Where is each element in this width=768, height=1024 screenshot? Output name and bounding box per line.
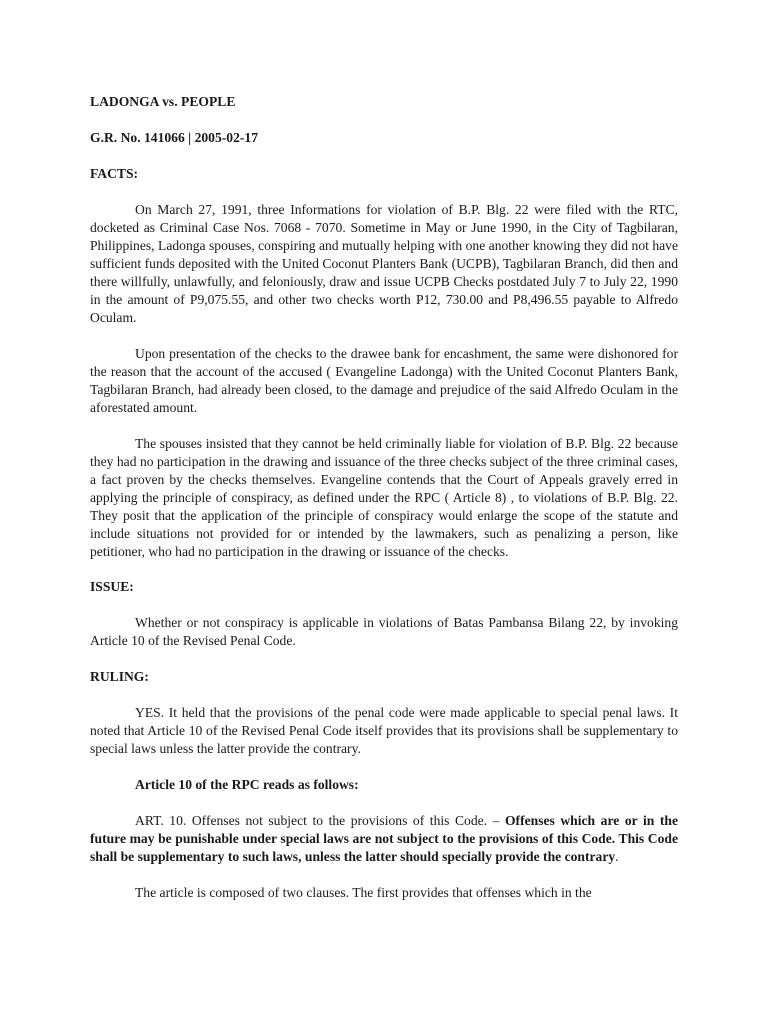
facts-paragraph-2: Upon presentation of the checks to the drawee bank for encashment, the same were dishonored for the reason that the account of the accused ( Evangeline Ladonga) with the United Coconut Planters Bank, Tagbilaran Branch, had already been closed, to the damage and prejudice of the said Alfredo Oculam in the aforestated amount.	[90, 346, 678, 415]
article-end: .	[615, 849, 619, 864]
ruling-heading: RULING:	[90, 669, 149, 684]
ruling-paragraph: YES. It held that the provisions of the penal code were made applicable to special penal laws. It noted that Article 10 of the Revised Penal Code itself provides that its provisions shall be supplementary to special laws unless the latter provide the contrary.	[90, 705, 678, 756]
document-page	[90, 93, 678, 920]
facts-heading: FACTS:	[90, 166, 139, 181]
article-intro: ART. 10. Offenses not subject to the provisions of this Code. –	[135, 813, 505, 828]
article-bold-text: Offenses which are or in the future may be punishable under special laws are not subject to the provisions of this Code. This Code shall be supplementary to such laws, unless the latter should specially provide the contrary	[90, 813, 678, 864]
case-reference: G.R. No. 141066 | 2005-02-17	[90, 130, 258, 145]
issue-paragraph: Whether or not conspiracy is applicable in violations of Batas Pambansa Bilang 22, by invoking Article 10 of the Revised Penal Code.	[90, 615, 678, 648]
facts-paragraph-1: On March 27, 1991, three Informations for violation of B.P. Blg. 22 were filed with the RTC, docketed as Criminal Case Nos. 7068 - 7070. Sometime in May or June 1990, in the City of Tagbilaran, Philippines, Ladonga spouses, conspiring and mutually helping with one another knowing they did not have sufficient funds deposited with the United Coconut Planters Bank (UCPB), Tagbilaran Branch, did then and there willfully, unlawfully, and feloniously, draw and issue UCPB Checks postdated July 7 to July 22, 1990 in the amount of P9,075.55, and other two checks worth P12, 730.00 and P8,496.55 payable to Alfredo Oculam.	[90, 202, 678, 325]
case-title: LADONGA vs. PEOPLE	[90, 94, 236, 109]
issue-heading: ISSUE:	[90, 579, 134, 594]
last-paragraph: The article is composed of two clauses. The first provides that offenses which in the	[135, 885, 592, 900]
article-text	[90, 812, 678, 866]
article-heading: Article 10 of the RPC reads as follows:	[135, 777, 359, 792]
facts-paragraph-3: The spouses insisted that they cannot be held criminally liable for violation of B.P. Blg. 22 because they had no participation in the drawing and issuance of the three checks subject of the three criminal cases, a fact proven by the checks themselves. Evangeline contends that the Court of Appeals gravely erred in applying the principle of conspiracy, as defined under the RPC ( Article 8) , to violations of B.P. Blg. 22. They posit that the application of the principle of conspiracy would enlarge the scope of the statute and include situations not provided for or intended by the lawmakers, such as penalizing a person, like petitioner, who had no participation in the drawing or issuance of the checks.	[90, 436, 678, 559]
